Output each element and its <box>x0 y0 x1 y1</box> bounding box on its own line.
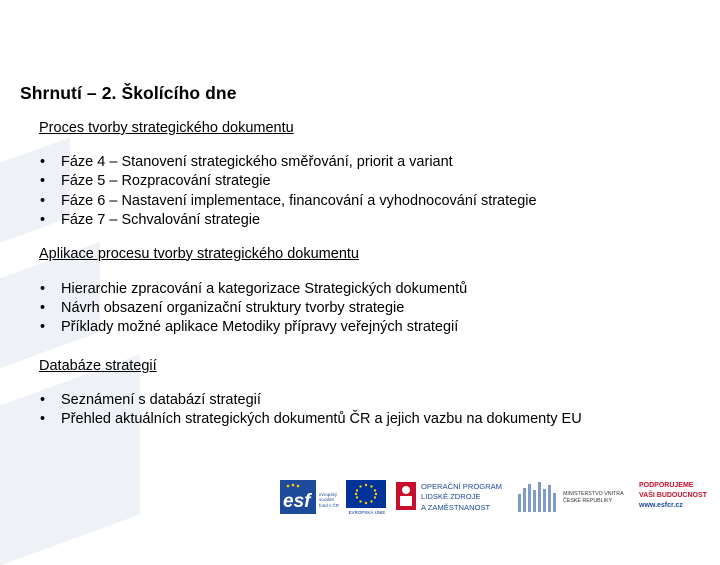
list-item <box>39 410 699 429</box>
section-heading: Proces tvorby strategického dokumentu <box>39 120 294 136</box>
esf-logo <box>280 480 342 516</box>
op-person-icon <box>394 480 418 512</box>
section-process <box>39 118 699 231</box>
list-item <box>39 318 699 337</box>
bullet-glyph: • <box>40 212 46 229</box>
list-item-text: Seznámení s databází strategií <box>61 391 261 408</box>
bullet-glyph: • <box>40 154 46 170</box>
list-item-text: Přehled aktuálních strategických dokumentů ČR a jejich vazbu na dokumenty EU <box>61 411 582 428</box>
section-application <box>39 244 699 338</box>
bullet-list <box>39 391 699 430</box>
list-item-text: Návrh obsazení organizační struktury tvorby strategie <box>61 300 405 317</box>
list-item <box>39 280 699 299</box>
op-logo <box>394 480 506 516</box>
eu-flag-icon <box>346 480 386 508</box>
list-item <box>39 211 699 230</box>
list-item <box>39 299 699 318</box>
ministry-caption: MINISTERSTVO VNITRA ČESKÉ REPUBLIKY <box>563 491 624 504</box>
list-item <box>39 192 699 211</box>
support-slogan: PODPORUJEME VAŠI BUDOUCNOST www.esfcr.cz <box>639 482 707 509</box>
section-heading: Databáze strategií <box>39 357 157 374</box>
bullet-list <box>39 280 699 338</box>
footer-logos <box>280 478 720 518</box>
list-item <box>39 153 699 172</box>
list-item-text: Fáze 4 – Stanovení strategického směřování, priorit a variant <box>61 154 453 170</box>
list-item <box>39 172 699 191</box>
list-item <box>39 391 699 410</box>
ministry-logo <box>516 480 636 516</box>
op-caption: OPERAČNÍ PROGRAM LIDSKÉ ZDROJE A ZAMĚSTNANOST <box>421 482 503 512</box>
slide-content <box>39 118 699 430</box>
bullet-glyph: • <box>40 319 46 336</box>
list-item-text: Fáze 6 – Nastavení implementace, financování a vyhodnocování strategie <box>61 192 537 209</box>
bullet-glyph: • <box>40 411 46 428</box>
bullet-glyph: • <box>40 300 46 317</box>
bullet-glyph: • <box>40 391 46 408</box>
eu-caption: EVROPSKÁ UNIE <box>348 510 386 515</box>
list-item-text: Hierarchie zpracování a kategorizace Strategických dokumentů <box>61 280 468 297</box>
list-item-text: Příklady možné aplikace Metodiky přípravy veřejných strategií <box>61 319 459 336</box>
bullet-glyph: • <box>40 192 46 209</box>
list-item-text: Fáze 7 – Schvalování strategie <box>61 212 261 229</box>
eu-logo <box>346 480 388 518</box>
ministry-emblem-icon <box>516 480 558 514</box>
bullet-list <box>39 153 699 231</box>
section-heading: Aplikace procesu tvorby strategického dokumentu <box>39 245 359 262</box>
section-database <box>39 356 699 430</box>
list-item-text: Fáze 5 – Rozpracování strategie <box>61 173 271 190</box>
bullet-glyph: • <box>40 173 46 190</box>
esf-emblem-icon <box>280 480 316 514</box>
esf-caption: evropský sociální fond v ČR <box>319 492 340 508</box>
bullet-glyph: • <box>40 280 46 297</box>
svg-text:esf: esf <box>283 491 311 512</box>
slide-title: Shrnutí – 2. Školícího dne <box>20 83 237 103</box>
